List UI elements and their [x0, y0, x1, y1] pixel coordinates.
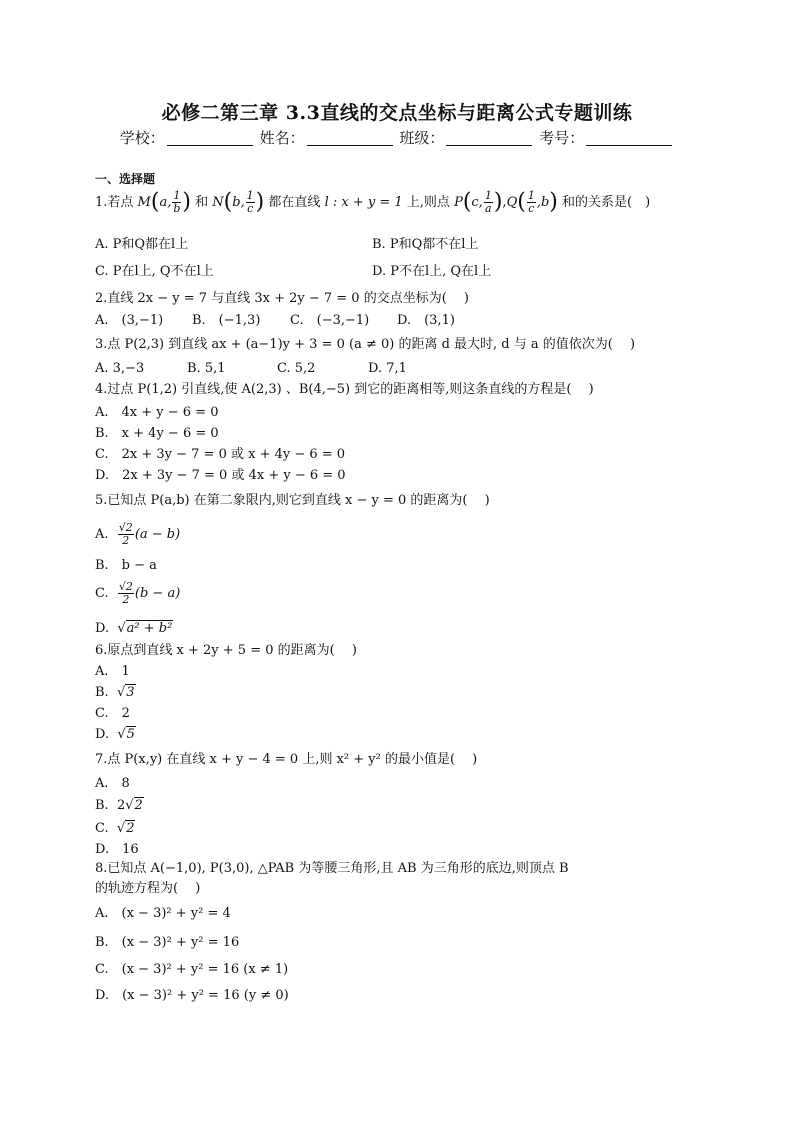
q5-option-a[interactable]: A. $\frac{√2}{2}$ (a − b): [95, 521, 181, 547]
q1-option-c[interactable]: C. P在l上, Q不在l上: [95, 264, 214, 279]
exam-no-label: 考号：: [539, 129, 585, 147]
q6-option-c[interactable]: C. 2: [95, 706, 130, 721]
q5-option-d[interactable]: D. √a² + b²: [95, 621, 173, 636]
q4-option-c[interactable]: C. 2x + 3y − 7 = 0 或 x + 4y − 6 = 0: [95, 447, 346, 462]
question-3-stem: 3.点 P(2,3) 到直线 ax + (a−1)y + 3 = 0 (a ≠ 0) 的距离 d 最大时, d 与 a 的值依次为( ): [95, 337, 636, 352]
q7-option-b[interactable]: B. 2√2: [95, 798, 143, 813]
q1-line-equation: l : x + y = 1: [324, 195, 403, 210]
q1-text-pre: 1.若点: [95, 195, 134, 210]
q5-option-b[interactable]: B. b − a: [95, 558, 157, 573]
q6-option-d[interactable]: D. √5: [95, 727, 135, 742]
q1-point-q: Q: [506, 195, 518, 210]
question-4-stem: 4.过点 P(1,2) 引直线,使 A(2,3) 、B(4,−5) 到它的距离相等,则这条直线的方程是( ): [95, 382, 594, 397]
q5-option-c[interactable]: C. $\frac{√2}{2}$ (b − a): [95, 580, 181, 606]
q2-option-a[interactable]: A. (3,−1): [95, 313, 164, 328]
school-label: 学校：: [119, 129, 165, 147]
q1-frac-1-over-c-b: $\frac{1}{c}$: [527, 189, 535, 215]
q7-option-c[interactable]: C. √2: [95, 821, 135, 836]
question-7-stem: 7.点 P(x,y) 在直线 x + y − 4 = 0 上,则 x² + y² 的最小值是( ): [95, 752, 478, 767]
q1-option-a[interactable]: A. P和Q都在l上: [95, 237, 189, 252]
q1-option-b[interactable]: B. P和Q都不在l上: [372, 237, 479, 252]
q2-option-d[interactable]: D. (3,1): [397, 313, 455, 328]
question-8-stem-line1: 8.已知点 A(−1,0), P(3,0), △PAB 为等腰三角形,且 AB 为三角形的底边,则顶点 B: [95, 861, 569, 876]
q1-point-m: M: [137, 195, 151, 210]
question-1-stem: 1.若点 M(a, $\frac{1}{b}$ ) 和 N(b, $\frac{1}{c}$ ) 都在直线 l : x + y = 1 上,则点 P(c, $\frac{1}{a}$ ),Q( $\frac{1}{c}$ ,b) 和的关系是( ): [95, 189, 651, 215]
q1-frac-1-over-b: $\frac{1}{b}$: [173, 189, 181, 215]
q2-option-c[interactable]: C. (−3,−1): [290, 313, 370, 328]
q3-option-b[interactable]: B. 5,1: [187, 361, 226, 376]
q7-option-a[interactable]: A. 8: [95, 776, 130, 791]
question-5-stem: 5.已知点 P(a,b) 在第二象限内,则它到直线 x − y = 0 的距离为( ): [95, 493, 490, 508]
q4-option-a[interactable]: A. 4x + y − 6 = 0: [95, 405, 219, 420]
question-2-stem: 2.直线 2x − y = 7 与直线 3x + 2y − 7 = 0 的交点坐标为( ): [95, 291, 469, 306]
question-6-stem: 6.原点到直线 x + 2y + 5 = 0 的距离为( ): [95, 643, 357, 658]
q2-option-b[interactable]: B. (−1,3): [192, 313, 261, 328]
name-field[interactable]: [307, 131, 393, 146]
student-info-line: [0, 127, 794, 148]
q4-option-d[interactable]: D. 2x + 3y − 7 = 0 或 4x + y − 6 = 0: [95, 468, 346, 483]
q1-point-n: N: [212, 195, 224, 210]
q6-option-a[interactable]: A. 1: [95, 664, 130, 679]
q1-option-d[interactable]: D. P不在l上, Q在l上: [372, 264, 492, 279]
q1-text-and: 和: [195, 195, 209, 210]
q6-option-b[interactable]: B. √3: [95, 685, 135, 700]
q1-frac-1-over-a: $\frac{1}{a}$: [484, 189, 492, 215]
q4-option-b[interactable]: B. x + 4y − 6 = 0: [95, 426, 219, 441]
q3-option-c[interactable]: C. 5,2: [277, 361, 316, 376]
q5-c-sqrt2-over-2: $\frac{√2}{2}$: [118, 580, 133, 606]
class-label: 班级：: [399, 129, 445, 147]
q8-option-b[interactable]: B. (x − 3)² + y² = 16: [95, 935, 240, 950]
q3-option-a[interactable]: A. 3,−3: [95, 361, 145, 376]
q1-point-p: P: [454, 195, 463, 210]
q3-option-d[interactable]: D. 7,1: [368, 361, 407, 376]
q1-text-post: 上,则点: [406, 195, 450, 210]
q1-text-tail: 和的关系是( ): [562, 195, 651, 210]
q8-option-d[interactable]: D. (x − 3)² + y² = 16 (y ≠ 0): [95, 988, 289, 1003]
q8-option-a[interactable]: A. (x − 3)² + y² = 4: [95, 906, 231, 921]
q7-option-d[interactable]: D. 16: [95, 842, 139, 857]
page-title: 必修二第三章 3.3直线的交点坐标与距离公式专题训练: [161, 102, 633, 124]
q5-a-sqrt2-over-2: $\frac{√2}{2}$: [118, 521, 133, 547]
class-field[interactable]: [446, 131, 532, 146]
name-label: 姓名：: [259, 129, 305, 147]
section-heading: 一、选择题: [95, 172, 156, 186]
question-8-stem-line2: 的轨迹方程为( ): [95, 881, 201, 896]
school-field[interactable]: [167, 131, 253, 146]
q1-frac-1-over-c: $\frac{1}{c}$: [246, 189, 254, 215]
q8-option-c[interactable]: C. (x − 3)² + y² = 16 (x ≠ 1): [95, 962, 289, 977]
q1-text-mid: 都在直线: [268, 195, 321, 210]
exam-no-field[interactable]: [586, 131, 672, 146]
